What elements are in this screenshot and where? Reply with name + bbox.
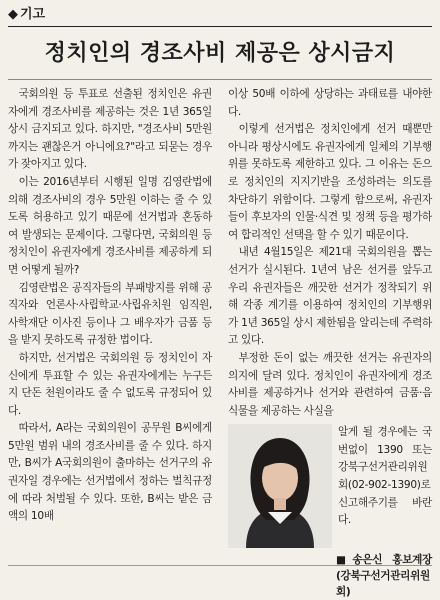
right-column bbox=[228, 86, 432, 600]
left-column bbox=[8, 86, 212, 600]
paragraph: 국회의원 등 투표로 선출된 정치인은 유권자에게 경조사비를 제공하는 것은 1년 365일 상시 금지되고 있다. 하지만, "경조사비 5만원까지는 괜찮은거 아니에요?"라고 되묻는 경우가 잦아지고 있다. bbox=[8, 88, 212, 171]
paragraph: 하지만, 선거법은 국회의원 등 정치인이 자신에게 투표할 수 있는 유권자에게는 누구든지 단돈 천원이라도 줄 수 없도록 규정되어 있다. bbox=[8, 351, 212, 417]
paragraph: 이렇게 선거법은 정치인에게 선거 때뿐만 아니라 평상시에도 유권자에게 일체의 기부행위를 못하도록 제한하고 있다. 그 이유는 돈으로 정치인의 지지기반을 조성하려는 의도를 차단하기 위함이다. 그렇게 함으로써, 유권자들이 후보자의 인물·식견 및 정책 등을 평가하여 합리적인 선택을 할 수 있기 때문이다. bbox=[228, 123, 432, 241]
photo-block bbox=[228, 424, 432, 548]
headline: 정치인의 경조사비 제공은 상시금지 bbox=[44, 40, 396, 66]
paragraph: 따라서, A라는 국회의원이 공무원 B씨에게 5만원 범위 내의 경조사비를 줄 수 있다. 하지만, B씨가 A국회의원이 출마하는 선거구의 유권자일 경우에는 선거법에서 정하는 벌칙규정에 따라 처벌될 수 있다. 또한, B씨는 받은 금액의 10배 bbox=[8, 422, 212, 523]
author-portrait-image bbox=[228, 424, 332, 548]
paragraph: 이상 50배 이하에 상당하는 과태료를 내야한다. bbox=[228, 88, 432, 118]
side-text: 알게 될 경우에는 국번없이 1390 또는 강북구선거관리위원회(02-902-1390)로 신고해주기를 바란다. bbox=[338, 426, 432, 527]
author-photo bbox=[228, 424, 332, 548]
diamond-icon: ◆ bbox=[8, 7, 18, 22]
bottom-rule bbox=[8, 565, 432, 566]
kicker-label: 기고 bbox=[20, 7, 46, 22]
article-body bbox=[8, 86, 432, 600]
paragraph: 이는 2016년부터 시행된 일명 김영란법에 의해 경조사비의 경우 5만원 이하는 줄 수 있도록 허용하고 있기 때문에 선거법과 혼동하여 발생되는 문제이다. 그렇다면, 국회의원 등 정치인이 유권자에게 경조사비를 제공하게 되면 어떻게 될까? bbox=[8, 175, 212, 276]
paragraph: 내년 4월15일은 제21대 국회의원을 뽑는 선거가 실시된다. 1년여 남은 선거를 앞두고 우리 유권자들은 깨끗한 선거가 정착되기 위해 각종 계기를 이용하여 정치인의 기부행위가 1년 365일 상시 제한됨을 알리는데 주력하고 있다. bbox=[228, 246, 432, 347]
paragraph: 부정한 돈이 없는 깨끗한 선거는 유권자의 의지에 달려 있다. 정치인이 유권자에게 경조사비를 제공하거나 선거와 관련하여 금품·음식물을 제공하는 사실을 bbox=[228, 351, 432, 417]
section-kicker bbox=[8, 6, 432, 24]
author-byline: ■송은신 홍보계장(강북구선거관리위원회) bbox=[336, 554, 432, 599]
paragraph: 김영란법은 공직자들의 부패방지를 위해 공직자와 언론사·사립학교·사립유치원 임직원, 사학재단 이사진 등이나 그 배우자가 금품 등을 받지 못하도록 규정한 법이다. bbox=[8, 281, 212, 347]
headline-rule bbox=[8, 79, 432, 80]
